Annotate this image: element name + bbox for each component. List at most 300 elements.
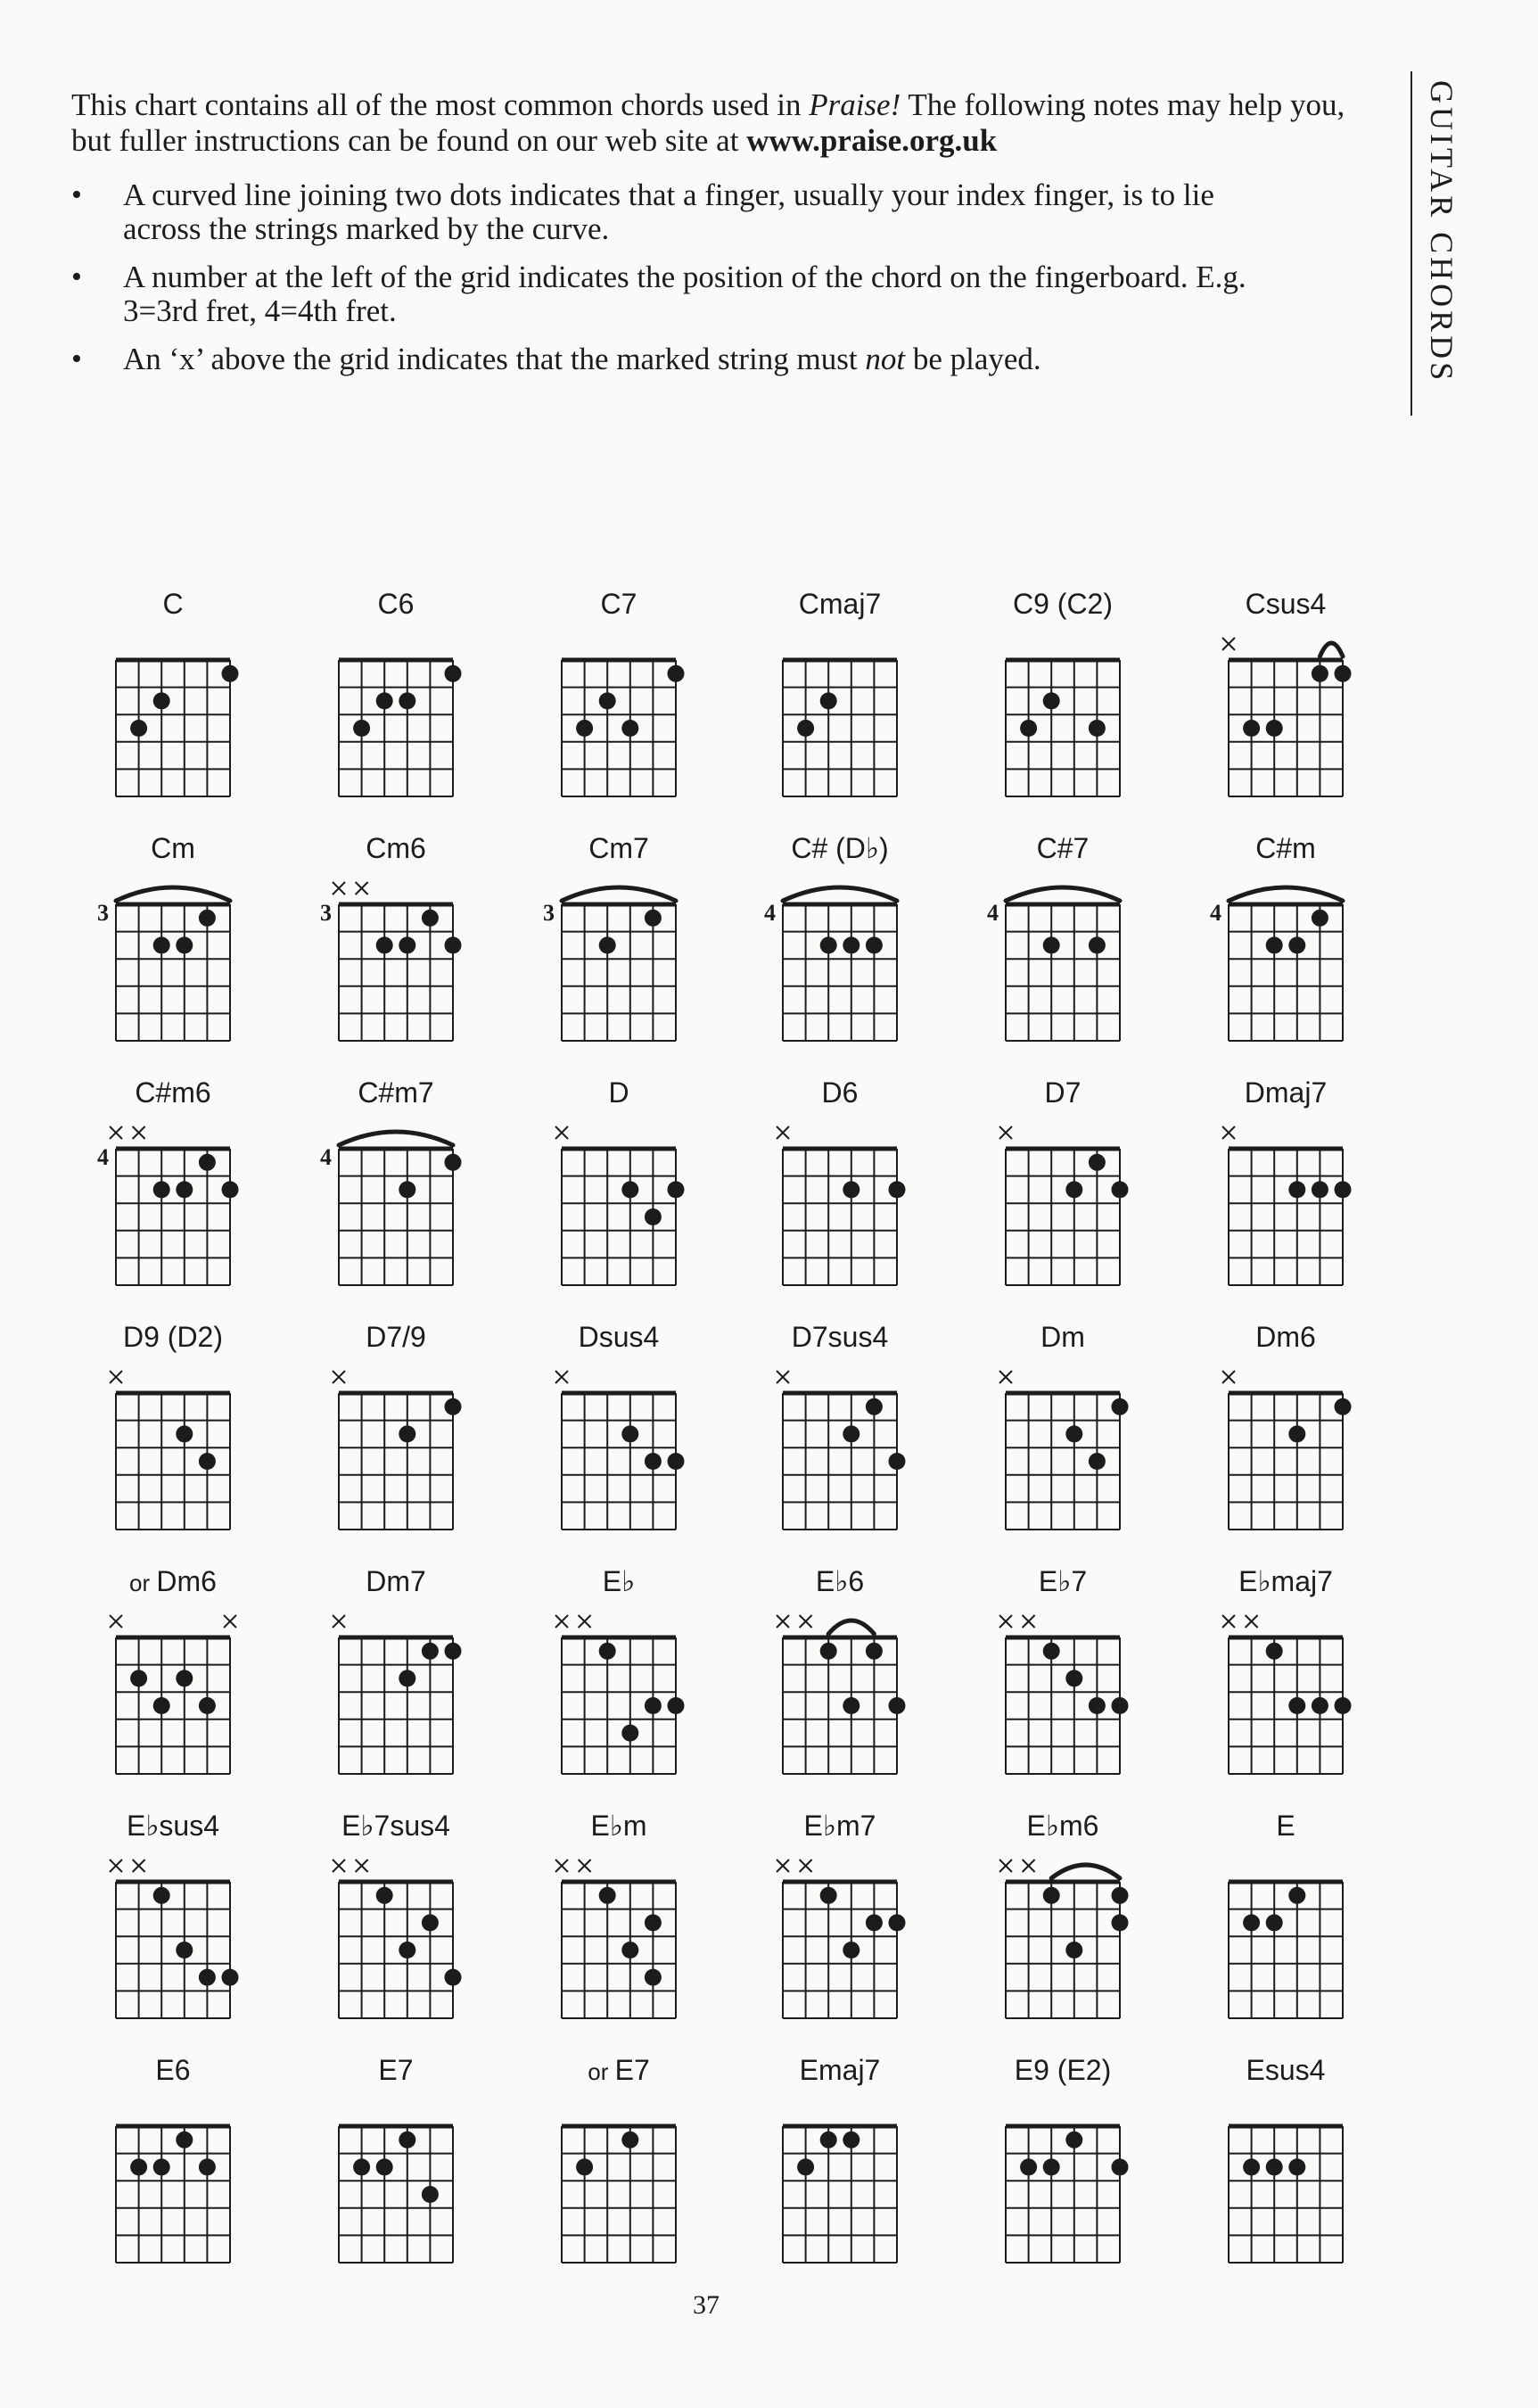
barre-arc bbox=[828, 1620, 874, 1634]
finger-dot bbox=[176, 1670, 193, 1686]
finger-dot bbox=[153, 1181, 170, 1198]
muted-string-mark bbox=[800, 1860, 812, 1872]
finger-dot bbox=[843, 936, 859, 953]
finger-dot bbox=[889, 1697, 906, 1714]
finger-dot bbox=[668, 1453, 685, 1470]
chord-name-text: Dm6 bbox=[156, 1565, 217, 1597]
finger-dot bbox=[1312, 910, 1328, 927]
muted-string-mark bbox=[777, 1126, 789, 1139]
fret-position-number: 4 bbox=[320, 1144, 332, 1170]
note-item bbox=[71, 260, 1282, 328]
barre-arc bbox=[1229, 887, 1343, 901]
chord-name-text: E6 bbox=[155, 2054, 191, 2086]
finger-dot bbox=[199, 1969, 216, 1986]
chord-name bbox=[733, 1076, 947, 1109]
finger-dot bbox=[1112, 1887, 1129, 1904]
muted-string-mark bbox=[1222, 1126, 1235, 1139]
chord-name-text: E♭m7 bbox=[803, 1810, 876, 1842]
chord-name-text: E♭maj7 bbox=[1238, 1565, 1333, 1597]
muted-string-mark bbox=[999, 1126, 1012, 1139]
finger-dot bbox=[153, 1887, 170, 1904]
chord-diagram bbox=[555, 1860, 676, 2018]
chord-name bbox=[66, 587, 280, 621]
finger-dot bbox=[1112, 1181, 1129, 1198]
muted-string-mark bbox=[999, 1371, 1012, 1383]
chord-name bbox=[1179, 1076, 1393, 1109]
finger-dot bbox=[843, 2132, 859, 2148]
finger-dot bbox=[1043, 2158, 1060, 2175]
finger-dot bbox=[1020, 720, 1037, 737]
chord-diagram bbox=[1006, 660, 1120, 796]
muted-string-mark bbox=[999, 1860, 1012, 1872]
chord-diagram bbox=[1210, 887, 1343, 1041]
barre-arc bbox=[339, 1132, 453, 1145]
muted-string-mark bbox=[333, 1860, 345, 1872]
intro-block bbox=[71, 87, 1391, 391]
chord-name-text: D9 (D2) bbox=[122, 1321, 223, 1353]
fret-position-number: 3 bbox=[97, 900, 109, 926]
chord-name bbox=[1179, 831, 1393, 865]
muted-string-mark bbox=[110, 1615, 122, 1628]
chord-diagram bbox=[1222, 1371, 1352, 1530]
fret-position-number: 3 bbox=[543, 900, 555, 926]
intro-text-start: This chart contains all of the most common chords used in bbox=[71, 87, 810, 122]
chord-diagram bbox=[562, 660, 685, 796]
chord-diagram bbox=[1222, 1126, 1352, 1285]
muted-string-mark bbox=[333, 1371, 345, 1383]
chord-diagram bbox=[783, 2126, 897, 2263]
muted-string-mark bbox=[133, 1126, 145, 1139]
chord-name-text: Csus4 bbox=[1245, 588, 1327, 620]
finger-dot bbox=[1089, 936, 1106, 953]
finger-dot bbox=[1089, 1154, 1106, 1171]
chord-name bbox=[956, 831, 1170, 865]
finger-dot bbox=[621, 1725, 638, 1742]
muted-string-mark bbox=[555, 1126, 568, 1139]
muted-string-mark bbox=[110, 1860, 122, 1872]
muted-string-mark bbox=[1222, 1371, 1235, 1383]
finger-dot bbox=[422, 1643, 439, 1660]
finger-dot bbox=[1312, 1697, 1328, 1714]
finger-dot bbox=[1266, 936, 1283, 953]
intro-book-title: Praise! bbox=[809, 87, 901, 122]
finger-dot bbox=[797, 720, 814, 737]
finger-dot bbox=[445, 936, 462, 953]
muted-string-mark bbox=[555, 1371, 568, 1383]
muted-string-mark bbox=[110, 1860, 122, 1872]
finger-dot bbox=[599, 1643, 616, 1660]
muted-string-mark bbox=[579, 1860, 591, 1872]
muted-string-mark bbox=[224, 1615, 236, 1628]
finger-dot bbox=[176, 936, 193, 953]
muted-string-mark bbox=[555, 1126, 568, 1139]
chord-name bbox=[66, 1320, 280, 1354]
muted-string-mark bbox=[333, 1860, 345, 1872]
muted-string-mark bbox=[110, 1126, 122, 1139]
chord-name bbox=[289, 1564, 503, 1598]
muted-string-mark bbox=[1222, 1126, 1235, 1139]
muted-string-mark bbox=[777, 1126, 789, 1139]
finger-dot bbox=[399, 2132, 415, 2148]
finger-dot bbox=[153, 692, 170, 709]
chord-diagram bbox=[999, 1126, 1129, 1285]
finger-dot bbox=[645, 1969, 662, 1986]
muted-string-mark bbox=[1246, 1615, 1258, 1628]
finger-dot bbox=[399, 1670, 415, 1686]
chord-name bbox=[289, 1076, 503, 1109]
finger-dot bbox=[599, 1887, 616, 1904]
finger-dot bbox=[1112, 1697, 1129, 1714]
muted-string-mark bbox=[110, 1126, 122, 1139]
chord-name bbox=[1179, 587, 1393, 621]
finger-dot bbox=[866, 1643, 883, 1660]
note-item bbox=[71, 342, 1282, 376]
fret-position-number: 4 bbox=[1210, 900, 1221, 926]
finger-dot bbox=[1065, 1942, 1082, 1959]
finger-dot bbox=[668, 665, 685, 682]
chord-diagram bbox=[777, 1126, 906, 1285]
chord-name-text: Cmaj7 bbox=[798, 588, 882, 620]
finger-dot bbox=[222, 1969, 239, 1986]
finger-dot bbox=[621, 1425, 638, 1442]
website-link[interactable]: www.praise.org.uk bbox=[746, 123, 998, 158]
finger-dot bbox=[199, 1453, 216, 1470]
muted-string-mark bbox=[1222, 638, 1235, 650]
chord-name-text: E♭ bbox=[602, 1565, 636, 1597]
barre-arc bbox=[1320, 643, 1343, 656]
muted-string-mark bbox=[579, 1615, 591, 1628]
muted-string-mark bbox=[1222, 1615, 1235, 1628]
muted-string-mark bbox=[1246, 1615, 1258, 1628]
muted-string-mark bbox=[110, 1371, 122, 1383]
chord-name bbox=[289, 831, 503, 865]
finger-dot bbox=[130, 720, 147, 737]
chord-diagram bbox=[320, 882, 462, 1041]
finger-dot bbox=[1312, 1181, 1328, 1198]
finger-dot bbox=[153, 936, 170, 953]
chord-name-text: Dmaj7 bbox=[1244, 1076, 1328, 1109]
muted-string-mark bbox=[777, 1860, 789, 1872]
finger-dot bbox=[1112, 1914, 1129, 1931]
finger-dot bbox=[1043, 936, 1060, 953]
chord-diagram bbox=[777, 1860, 906, 2018]
finger-dot bbox=[130, 2158, 147, 2175]
fret-position-number: 4 bbox=[97, 1144, 109, 1170]
chord-name-text: Dm bbox=[1040, 1321, 1085, 1353]
chord-name bbox=[289, 2053, 503, 2087]
finger-dot bbox=[621, 1942, 638, 1959]
chord-diagram bbox=[339, 2126, 453, 2263]
chord-name-text: E♭m6 bbox=[1026, 1810, 1099, 1842]
chord-name-text: D6 bbox=[821, 1076, 859, 1109]
muted-string-mark bbox=[356, 1860, 368, 1872]
finger-dot bbox=[843, 1942, 859, 1959]
finger-dot bbox=[422, 1914, 439, 1931]
finger-dot bbox=[1335, 1398, 1352, 1415]
chord-diagram bbox=[999, 1371, 1129, 1530]
chord-diagram bbox=[110, 1371, 230, 1530]
chord-diagram bbox=[562, 2126, 676, 2263]
chord-name bbox=[956, 587, 1170, 621]
finger-dot bbox=[866, 1914, 883, 1931]
finger-dot bbox=[399, 936, 415, 953]
chord-diagram bbox=[1222, 638, 1352, 796]
finger-dot bbox=[645, 1697, 662, 1714]
chord-diagram bbox=[333, 1371, 462, 1530]
finger-dot bbox=[199, 1697, 216, 1714]
muted-string-mark bbox=[1023, 1860, 1035, 1872]
muted-string-mark bbox=[333, 882, 345, 895]
muted-string-mark bbox=[555, 1615, 568, 1628]
chord-name bbox=[512, 1564, 726, 1598]
chord-name-text: E♭m bbox=[590, 1810, 647, 1842]
finger-dot bbox=[445, 1398, 462, 1415]
finger-dot bbox=[1288, 1181, 1305, 1198]
finger-dot bbox=[1335, 1697, 1352, 1714]
chord-name bbox=[733, 587, 947, 621]
finger-dot bbox=[153, 2158, 170, 2175]
chord-diagram bbox=[555, 1371, 685, 1530]
finger-dot bbox=[1312, 665, 1328, 682]
chord-name-text: E♭sus4 bbox=[126, 1810, 220, 1842]
chord-diagram bbox=[555, 1126, 685, 1285]
finger-dot bbox=[820, 1887, 837, 1904]
finger-dot bbox=[1089, 1697, 1106, 1714]
note-text-end: be played. bbox=[905, 342, 1041, 376]
chord-name-prefix: or bbox=[129, 1570, 157, 1596]
finger-dot bbox=[222, 1181, 239, 1198]
chord-diagram bbox=[783, 660, 897, 796]
finger-dot bbox=[1266, 1643, 1283, 1660]
finger-dot bbox=[153, 1697, 170, 1714]
muted-string-mark bbox=[333, 1615, 345, 1628]
finger-dot bbox=[376, 936, 393, 953]
chord-name-text: C9 (C2) bbox=[1012, 588, 1113, 620]
chord-name-text: E♭7 bbox=[1038, 1565, 1088, 1597]
barre-arc bbox=[1051, 1865, 1120, 1878]
chord-name-text: D7/9 bbox=[366, 1321, 426, 1353]
barre-arc bbox=[116, 887, 230, 901]
finger-dot bbox=[889, 1453, 906, 1470]
note-text: A number at the left of the grid indicates the position of the chord on the fingerboard. E.g. 3=3rd fret, 4=4th fret. bbox=[123, 260, 1246, 328]
finger-dot bbox=[1335, 1181, 1352, 1198]
chord-name bbox=[66, 1809, 280, 1843]
finger-dot bbox=[1065, 1181, 1082, 1198]
chord-diagram bbox=[1006, 2126, 1129, 2263]
chord-name bbox=[1179, 1320, 1393, 1354]
muted-string-mark bbox=[333, 1615, 345, 1628]
chord-name bbox=[1179, 1809, 1393, 1843]
muted-string-mark bbox=[777, 1371, 789, 1383]
chord-diagram bbox=[764, 887, 897, 1041]
muted-string-mark bbox=[555, 1860, 568, 1872]
chord-name-text: C7 bbox=[600, 588, 637, 620]
muted-string-mark bbox=[579, 1615, 591, 1628]
chord-diagram bbox=[333, 1860, 462, 2018]
finger-dot bbox=[1043, 692, 1060, 709]
chord-name-text: Cm6 bbox=[366, 832, 426, 864]
chord-name-text: C# (D♭) bbox=[791, 832, 889, 864]
chord-name-text: C#7 bbox=[1036, 832, 1090, 864]
finger-dot bbox=[1266, 2158, 1283, 2175]
chord-name bbox=[733, 1320, 947, 1354]
finger-dot bbox=[176, 1425, 193, 1442]
finger-dot bbox=[1243, 720, 1260, 737]
chord-name-text: Dm6 bbox=[1255, 1321, 1316, 1353]
chord-name-text: Cm bbox=[151, 832, 195, 864]
muted-string-mark bbox=[800, 1615, 812, 1628]
finger-dot bbox=[645, 910, 662, 927]
finger-dot bbox=[820, 2132, 837, 2148]
finger-dot bbox=[1266, 1914, 1283, 1931]
chord-name bbox=[66, 2053, 280, 2087]
chord-name-text: E7 bbox=[378, 2054, 414, 2086]
muted-string-mark bbox=[777, 1371, 789, 1383]
chord-name-text: Emaj7 bbox=[799, 2054, 881, 2086]
finger-dot bbox=[399, 1942, 415, 1959]
chord-name-text: C bbox=[162, 588, 184, 620]
chord-diagram bbox=[999, 1615, 1129, 1774]
chord-name bbox=[512, 587, 726, 621]
chord-name bbox=[733, 1809, 947, 1843]
chord-name bbox=[66, 1564, 280, 1600]
chord-name bbox=[289, 587, 503, 621]
finger-dot bbox=[1089, 1453, 1106, 1470]
finger-dot bbox=[1243, 2158, 1260, 2175]
muted-string-mark bbox=[999, 1615, 1012, 1628]
intro-paragraph bbox=[71, 87, 1391, 159]
chord-name bbox=[289, 1320, 503, 1354]
muted-string-mark bbox=[1023, 1615, 1035, 1628]
chord-diagram bbox=[777, 1371, 906, 1530]
finger-dot bbox=[1288, 1697, 1305, 1714]
muted-string-mark bbox=[777, 1615, 789, 1628]
finger-dot bbox=[599, 936, 616, 953]
chord-diagram bbox=[555, 1615, 685, 1774]
chord-name-text: D7sus4 bbox=[791, 1321, 889, 1353]
finger-dot bbox=[176, 1181, 193, 1198]
chord-name-text: Esus4 bbox=[1246, 2054, 1326, 2086]
finger-dot bbox=[576, 720, 593, 737]
note-text: A curved line joining two dots indicates that a finger, usually your index finger, is to lie across the strings marked by the curve. bbox=[123, 177, 1214, 246]
muted-string-mark bbox=[800, 1860, 812, 1872]
chord-name bbox=[66, 1076, 280, 1109]
muted-string-mark bbox=[333, 1371, 345, 1383]
chord-name bbox=[733, 2053, 947, 2087]
chord-name bbox=[1179, 2053, 1393, 2087]
chord-name-text: C#m6 bbox=[135, 1076, 211, 1109]
chord-diagram bbox=[1229, 1882, 1343, 2018]
muted-string-mark bbox=[1023, 1615, 1035, 1628]
finger-dot bbox=[376, 692, 393, 709]
intro-text-end: The following notes may help you, but fuller instructions can be found on our web site at bbox=[71, 87, 1345, 158]
barre-arc bbox=[783, 887, 897, 901]
chord-name-text: D bbox=[608, 1076, 629, 1109]
muted-string-mark bbox=[133, 1860, 145, 1872]
chord-diagram bbox=[987, 887, 1120, 1041]
muted-string-mark bbox=[555, 1860, 568, 1872]
finger-dot bbox=[866, 936, 883, 953]
muted-string-mark bbox=[800, 1615, 812, 1628]
finger-dot bbox=[621, 1181, 638, 1198]
muted-string-mark bbox=[1222, 1615, 1235, 1628]
finger-dot bbox=[199, 2158, 216, 2175]
muted-string-mark bbox=[999, 1371, 1012, 1383]
chord-diagram bbox=[116, 660, 239, 796]
muted-string-mark bbox=[356, 1860, 368, 1872]
chord-name-text: C6 bbox=[377, 588, 415, 620]
chord-name-text: C#m7 bbox=[358, 1076, 434, 1109]
finger-dot bbox=[1288, 1887, 1305, 1904]
chord-name bbox=[956, 1320, 1170, 1354]
side-rule bbox=[1411, 71, 1412, 416]
finger-dot bbox=[645, 1208, 662, 1225]
chord-name bbox=[956, 1809, 1170, 1843]
muted-string-mark bbox=[777, 1860, 789, 1872]
chord-name-prefix: or bbox=[588, 2058, 615, 2085]
chord-name bbox=[289, 1809, 503, 1843]
finger-dot bbox=[199, 1154, 216, 1171]
chord-diagram bbox=[97, 887, 230, 1041]
chord-name bbox=[512, 2053, 726, 2089]
chord-diagram bbox=[97, 1126, 239, 1285]
muted-string-mark bbox=[133, 1126, 145, 1139]
finger-dot bbox=[445, 1643, 462, 1660]
finger-dot bbox=[576, 2158, 593, 2175]
finger-dot bbox=[820, 936, 837, 953]
chord-name-text: E bbox=[1276, 1810, 1295, 1842]
muted-string-mark bbox=[999, 1126, 1012, 1139]
chord-name-text: E♭7sus4 bbox=[341, 1810, 450, 1842]
chord-name-text: Cm7 bbox=[588, 832, 649, 864]
chord-name-text: Dm7 bbox=[366, 1565, 426, 1597]
finger-dot bbox=[422, 910, 439, 927]
chord-name bbox=[66, 831, 280, 865]
chord-name-text: Dsus4 bbox=[578, 1321, 660, 1353]
chord-name bbox=[512, 831, 726, 865]
finger-dot bbox=[353, 720, 370, 737]
chord-name-text: C#m bbox=[1255, 832, 1316, 864]
chord-diagram bbox=[339, 660, 462, 796]
finger-dot bbox=[645, 1453, 662, 1470]
chord-diagram bbox=[543, 887, 676, 1041]
finger-dot bbox=[1112, 2158, 1129, 2175]
muted-string-mark bbox=[356, 882, 368, 895]
finger-dot bbox=[866, 1398, 883, 1415]
finger-dot bbox=[668, 1697, 685, 1714]
finger-dot bbox=[843, 1697, 859, 1714]
chord-diagram bbox=[999, 1860, 1129, 2018]
chord-diagram bbox=[1222, 1615, 1352, 1774]
muted-string-mark bbox=[555, 1615, 568, 1628]
note-item bbox=[71, 178, 1282, 246]
chord-diagram bbox=[1229, 2126, 1343, 2263]
muted-string-mark bbox=[1222, 638, 1235, 650]
finger-dot bbox=[445, 665, 462, 682]
finger-dot bbox=[1043, 1887, 1060, 1904]
barre-arc bbox=[562, 887, 676, 901]
finger-dot bbox=[1020, 2158, 1037, 2175]
finger-dot bbox=[376, 2158, 393, 2175]
chord-diagram bbox=[320, 1132, 462, 1285]
finger-dot bbox=[1335, 665, 1352, 682]
chord-name-text: E7 bbox=[614, 2054, 650, 2086]
finger-dot bbox=[445, 1154, 462, 1171]
finger-dot bbox=[1112, 1398, 1129, 1415]
finger-dot bbox=[399, 1181, 415, 1198]
chord-name bbox=[956, 1564, 1170, 1598]
chord-name-text: D7 bbox=[1044, 1076, 1082, 1109]
